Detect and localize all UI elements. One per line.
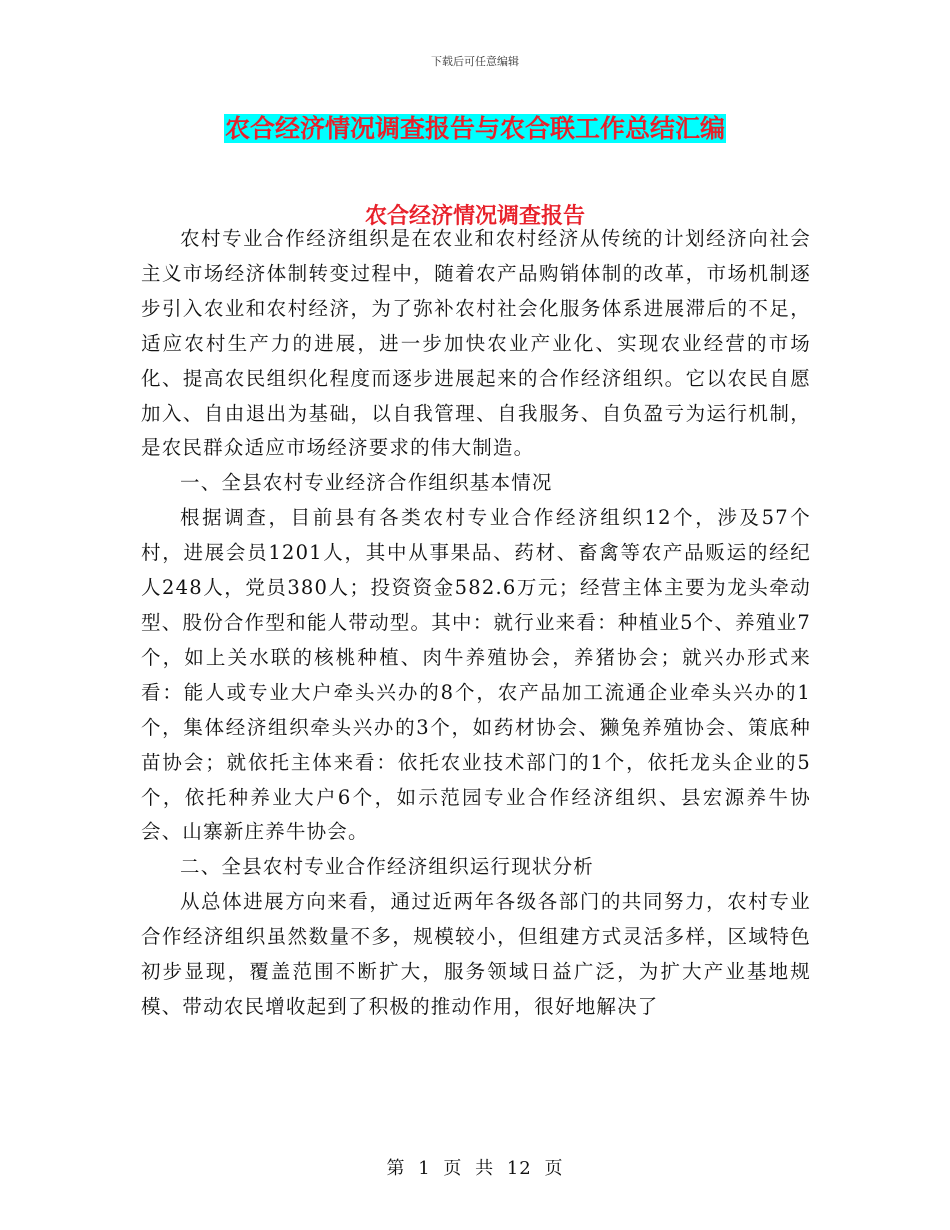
section-title: 农合经济情况调查报告 [364,203,585,229]
header-note: 下载后可任意编辑 [431,55,519,68]
paragraph-intro: 农村专业合作经济组织是在农业和农村经济从传统的计划经济向社会主义市场经济体制转变过程中，随着农产品购销体制的改革，市场机制逐步引入农业和农村经济，为了弥补农村社会化服务体系进展滞后的不足，适应农村生产力的进展，进一步加快农业产业化、实现农业经营的市场化、提高农民组织化程度而逐步进展起来的合作经济组织。它以农民自愿加入、自由退出为基础，以自我管理、自我服务、自负盈亏为运行机制，是农民群众适应市场经济要求的伟大制造。 [141,227,811,460]
body-content [141,222,811,1025]
paragraph-basic-situation: 根据调查，目前县有各类农村专业合作经济组织12个，涉及57个村，进展会员1201人，其中从事果品、药材、畜禽等农产品贩运的经纪人248人，党员380人；投资资金582.6万元；经营主体主要为龙头牵动型、股份合作型和能人带动型。其中：就行业来看：种植业5个、养殖业7个，如上关水联的核桃种植、肉牛养殖协会，养猪协会；就兴办形式来看：能人或专业大户牵头兴办的8个，农产品加工流通企业牵头兴办的1个，集体经济组织牵头兴办的3个，如药材协会、獭兔养殖协会、策底种苗协会；就依托主体来看：依托农业技术部门的1个，依托龙头企业的5个，依托种养业大户6个，如示范园专业合作经济组织、县宏源养牛协会、山寨新庄养牛协会。 [141,506,811,844]
paragraph-heading-1: 一、全县农村专业经济合作组织基本情况 [180,471,553,495]
paragraph-heading-2: 二、全县农村专业合作经济组织运行现状分析 [180,855,595,879]
document-title [0,112,950,146]
paragraph-status-analysis: 从总体进展方向来看，通过近两年各级各部门的共同努力，农村专业合作经济组织虽然数量不多，规模较小，但组建方式灵活多样，区域特色初步显现，覆盖范围不断扩大，服务领域日益广泛，为扩大产业基地规模、带动农民增收起到了积极的推动作用，很好地解决了 [141,890,811,1018]
document-title-text: 农合经济情况调查报告与农合联工作总结汇编 [224,114,725,143]
page-footer: 第 1 页 共 12 页 [386,1158,564,1179]
